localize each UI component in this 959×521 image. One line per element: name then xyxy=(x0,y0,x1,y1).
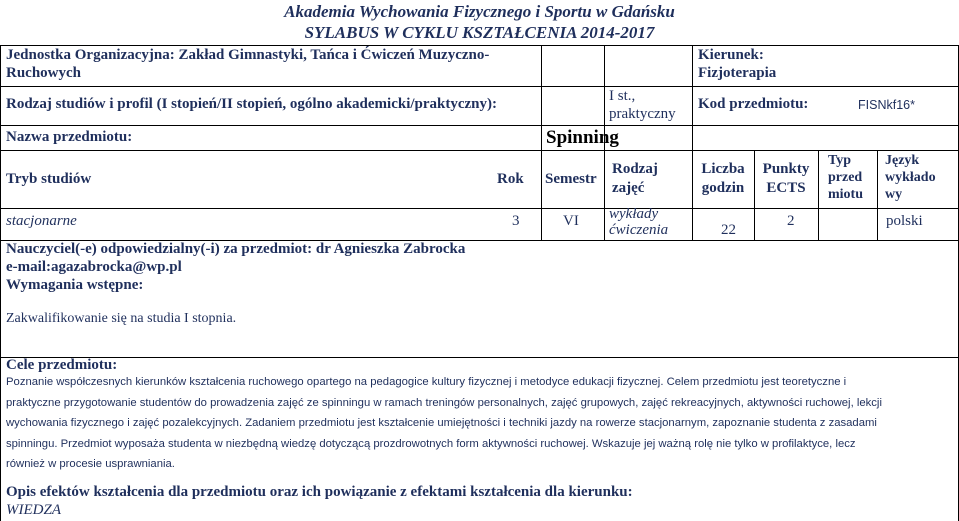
university-name: Akademia Wychowania Fizycznego i Sportu w Gdańsku xyxy=(284,2,675,21)
rule xyxy=(0,357,959,358)
rule xyxy=(0,125,959,126)
rule xyxy=(0,208,959,209)
goals-text xyxy=(6,372,954,475)
hours-value: 22 xyxy=(721,222,736,238)
header-type-2: przed xyxy=(828,170,863,185)
header-mode: Tryb studiów xyxy=(6,171,92,187)
rule xyxy=(818,150,819,240)
goals-line: spinningu. Przedmiot wyposaża studenta w niezbędną wiedzę dotyczącą prozdrowotnych form aktywności ruchowej. Wskazuje jej ważną rolę nie tylko w profilaktyce, lecz xyxy=(6,437,856,450)
rule xyxy=(0,150,959,151)
direction-value: Fizjoterapia xyxy=(698,65,777,81)
rule xyxy=(877,150,878,240)
requirements-label: Wymagania wstępne: xyxy=(6,277,144,293)
study-type-label: Rodzaj studiów i profil (I stopień/II stopień, ogólno akademicki/praktyczny): xyxy=(6,96,498,112)
course-code-label: Kod przedmiotu: xyxy=(698,96,809,112)
header-class-type-2: zajęć xyxy=(612,180,645,196)
course-name-value: Spinning xyxy=(546,127,619,148)
lectures-label: wykłady xyxy=(609,206,659,222)
unit-value-line2: Ruchowych xyxy=(6,65,82,81)
unit-label: Jednostka Organizacyjna: Zakład Gimnastyki, Tańca i Ćwiczeń Muzyczno- xyxy=(6,47,490,63)
rule xyxy=(0,45,1,521)
goals-line: Poznanie współczesnych kierunków kształcenia ruchowego opartego na pedagogice kultury fizycznej i metodyce edukacji fizycznej. Celem przedmiotu jest teoretyczne i xyxy=(6,376,847,388)
header-type: Typ xyxy=(828,153,852,168)
teacher-email: e-mail:agazabrocka@wp.pl xyxy=(6,259,182,275)
header-language-2: wykłado xyxy=(885,170,936,185)
teacher-info: Nauczyciel(-e) odpowiedzialny(-i) za przedmiot: dr Agnieszka Zabrocka xyxy=(6,241,466,257)
goals-line: wychowania fizycznego i zajęć pozalekcyjnych. Zadaniem przedmiotu jest kształcenie umiejętności i techniki jazdy na rowerze stacjonarnym, zapoznanie studenta z zasadami xyxy=(6,417,877,429)
header-ects: Punkty xyxy=(762,161,810,177)
mode-value: stacjonarne xyxy=(6,213,77,229)
goals-label: Cele przedmiotu: xyxy=(6,357,118,373)
header-semester: Semestr xyxy=(545,171,597,187)
rule xyxy=(0,45,959,46)
header-language: Język xyxy=(885,153,920,168)
rule xyxy=(0,86,959,87)
semester-value: VI xyxy=(563,213,579,229)
study-type-value-1: I st., xyxy=(609,88,636,104)
header-class-type: Rodzaj xyxy=(612,161,658,177)
header-year: Rok xyxy=(497,171,524,187)
course-name-label: Nazwa przedmiotu: xyxy=(6,129,133,145)
outcomes-section: WIEDZA xyxy=(6,502,61,518)
header-hours: Liczba xyxy=(701,161,745,177)
direction-label: Kierunek: xyxy=(698,47,764,63)
header-type-3: miotu xyxy=(828,187,863,202)
outcomes-label: Opis efektów kształcenia dla przedmiotu oraz ich powiązanie z efektami kształcenia dla kierunku: xyxy=(6,484,633,500)
requirements-text: Zakwalifikowanie się na studia I stopnia. xyxy=(6,311,237,326)
goals-line: praktyczne przygotowanie studentów do prowadzenia zajęć ze spinningu w ramach treningów personalnych, zajęć grupowych, zajęć rekreacyjnych, aktywności ruchowej, lekcji xyxy=(6,396,882,409)
exercises-label: ćwiczenia xyxy=(609,222,669,238)
ects-value: 2 xyxy=(787,213,795,229)
header-language-3: wy xyxy=(885,187,903,202)
syllabus-title: SYLABUS W CYKLU KSZTAŁCENIA 2014-2017 xyxy=(304,23,655,42)
rule xyxy=(692,45,693,240)
header-hours-2: godzin xyxy=(701,180,745,196)
goals-line: również w procesie usprawniania. xyxy=(6,458,175,470)
year-value: 3 xyxy=(512,213,520,229)
course-code-value: FISNkf16* xyxy=(858,98,915,112)
header-ects-2: ECTS xyxy=(766,180,806,196)
language-value: polski xyxy=(886,213,923,229)
study-type-value-2: praktyczny xyxy=(609,106,676,122)
rule xyxy=(541,45,542,240)
